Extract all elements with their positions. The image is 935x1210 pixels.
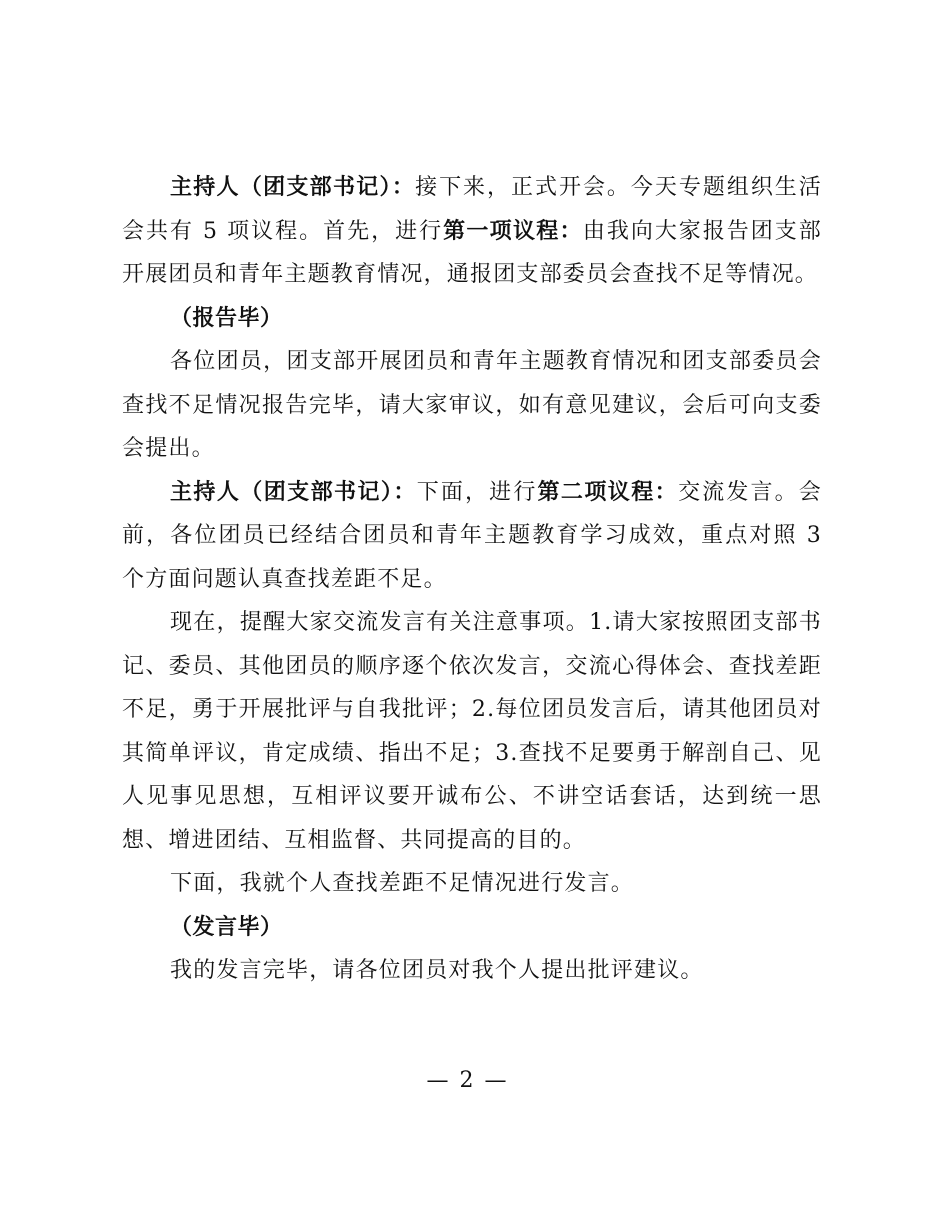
paragraph-text: 下面，进行 [416, 479, 538, 505]
paragraph-notes: 现在，提醒大家交流发言有关注意事项。1.请大家按照团支部书记、委员、其他团员的顺序逐个依次发言，交流心得体会、查找差距不足，勇于开展批评与自我批评；2.每位团员发言后，请其他团员对其简单评议，肯定成绩、指出不足；3.查找不足要勇于解剖自己、见人见事见思想，互相评议要开诚布公、不讲空话套话，达到统一思想、增进团结、互相监督、共同提高的目的。 [122, 610, 822, 853]
paragraph-closing: 我的发言完毕，请各位团员对我个人提出批评建议。 [170, 958, 704, 983]
paragraph-text: 接下来，正式开会。今天专题组织生活会共有 5 项议程。首先，进行 [122, 175, 822, 244]
paragraph-report-end [122, 297, 822, 341]
paragraph-personal-speech: 下面，我就个人查找差距不足情况进行发言。 [170, 871, 635, 896]
agenda-item-label: 第一项议程 [443, 218, 560, 244]
agenda-colon: ： [654, 479, 679, 505]
agenda-colon: ： [559, 218, 583, 244]
paragraph-text: 由我向大家报告团支部开展团员和青年主题教育情况，通报团支部委员会查找不足等情况。 [122, 218, 822, 287]
document-body [122, 166, 822, 993]
stage-note: （报告毕） [170, 305, 283, 331]
speaker-colon: ： [391, 175, 416, 200]
paragraph-host-second-item [122, 471, 822, 602]
paragraph-speech-end [122, 906, 822, 950]
speaker-colon: ： [393, 479, 417, 505]
speaker-label: 主持人（团支部书记） [170, 175, 392, 200]
agenda-item-label: 第二项议程 [537, 479, 655, 505]
paragraph-text: 交流发言。会前，各位团员已经结合团员和青年主题教育学习成效，重点对照 3 个方面问题认真查找差距不足。 [122, 479, 822, 592]
paragraph-host-opening [122, 166, 822, 297]
speaker-label: 主持人（团支部书记） [170, 479, 394, 505]
paragraph-report-review: 各位团员，团支部开展团员和青年主题教育情况和团支部委员会查找不足情况报告完毕，请大家审议，如有意见建议，会后可向支委会提出。 [122, 349, 822, 461]
page-number: — 2 — [426, 1068, 509, 1093]
stage-note: （发言毕） [170, 914, 283, 940]
